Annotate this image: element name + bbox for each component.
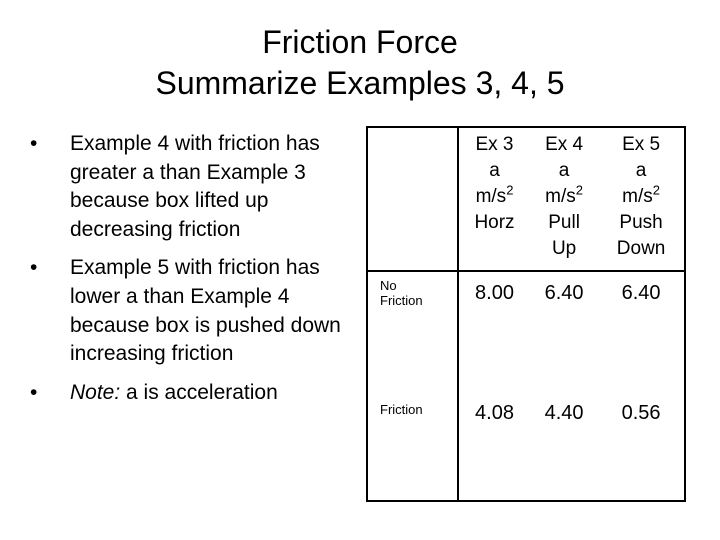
bullet-list [30, 130, 360, 417]
bullet-item [30, 130, 360, 244]
table-cell: 0.56 [621, 402, 661, 424]
row-label [367, 271, 458, 382]
bullet-item [30, 379, 360, 408]
row-label-line: Friction [380, 402, 423, 417]
header-line: a [558, 160, 570, 181]
header-line: Ex 5 [622, 134, 661, 155]
bullet-text: Example 4 with friction has greater a than Example 3 because box lifted up decreasing friction [70, 132, 320, 241]
table-cell: 6.40 [621, 282, 661, 304]
table-cell: 4.08 [475, 402, 514, 424]
bullet-text: Example 5 with friction has lower a than Example 4 because box is pushed down increasing friction [70, 256, 341, 366]
table-cell: 6.40 [544, 282, 584, 304]
header-line: Ex 3 [475, 134, 514, 155]
table-row-no-friction [367, 271, 685, 382]
unit-text: m/s [475, 186, 507, 207]
table-header-row [367, 127, 685, 271]
bullet-dot-icon: • [30, 256, 38, 280]
bullet-text: a is acceleration [120, 380, 278, 404]
row-label-line: Friction [380, 293, 423, 308]
header-line: Down [616, 238, 666, 259]
note-prefix: Note: [70, 380, 121, 404]
column-header-ex3 [458, 127, 530, 271]
column-header-ex5 [598, 127, 685, 271]
header-line: Horz [474, 212, 515, 233]
slide-title [0, 22, 720, 104]
header-unit [530, 184, 598, 210]
unit-exponent: 2 [575, 182, 583, 198]
results-table [366, 126, 686, 502]
column-header-ex4 [530, 127, 598, 271]
header-line: a [635, 160, 647, 181]
corner-cell [367, 127, 458, 271]
bullet-dot-icon: • [30, 380, 38, 404]
header-line: Pull [548, 212, 580, 233]
bullet-dot-icon: • [30, 132, 38, 155]
unit-exponent: 2 [652, 182, 660, 198]
unit-text: m/s [622, 186, 653, 207]
table-cell: 4.40 [544, 402, 584, 424]
row-label [367, 382, 458, 501]
unit-text: m/s [545, 186, 576, 207]
title-line-2: Summarize Examples 3, 4, 5 [155, 65, 565, 101]
unit-exponent: 2 [506, 182, 514, 198]
table-cell: 8.00 [475, 282, 514, 304]
title-line-1: Friction Force [262, 24, 458, 60]
header-line: a [489, 160, 500, 181]
header-unit [598, 184, 684, 210]
bullet-item [30, 254, 360, 368]
table-row-friction [367, 382, 685, 501]
row-label-line: No [380, 278, 397, 293]
header-line: Ex 4 [545, 134, 584, 155]
header-line: Push [619, 212, 663, 233]
header-line: Up [551, 238, 577, 259]
header-unit [459, 184, 530, 210]
